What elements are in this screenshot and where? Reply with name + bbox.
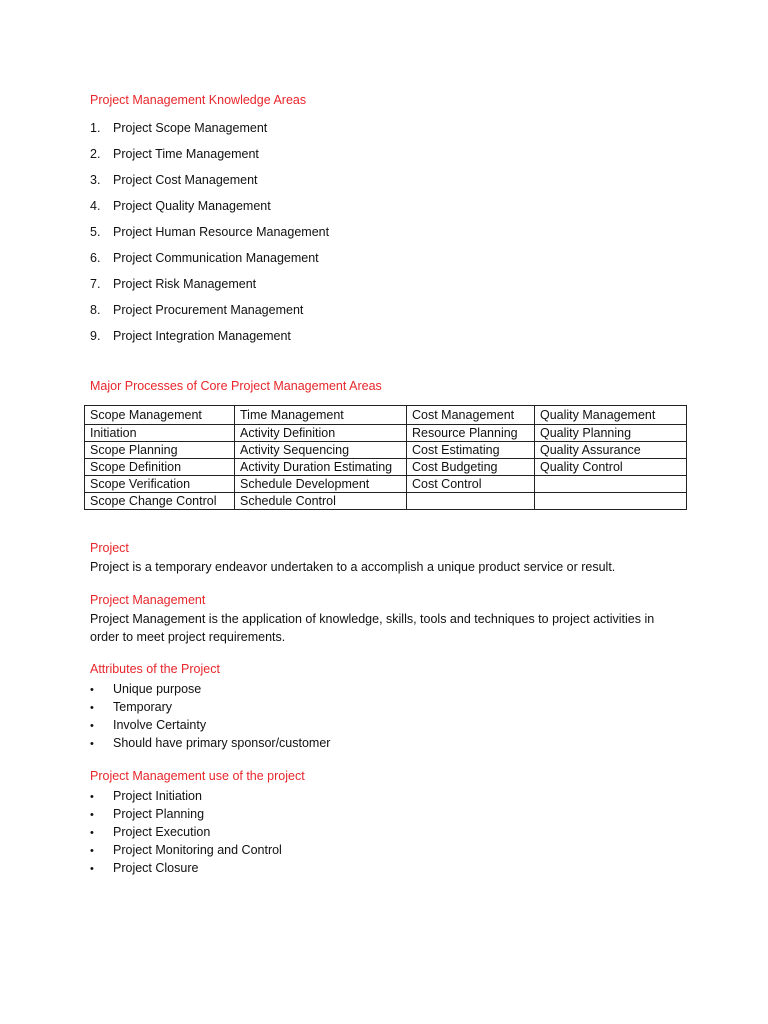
table-row (85, 459, 687, 476)
table-cell: Scope Verification (85, 476, 235, 493)
table-cell: Activity Definition (235, 425, 407, 442)
project-management-definition-line-1: Project Management is the application of knowledge, skills, tools and techniques to project activities in (90, 612, 655, 626)
list-item-label: Project Procurement Management (113, 303, 304, 317)
list-item-number: 9. (90, 329, 101, 343)
table-cell (535, 476, 687, 493)
list-item (90, 328, 329, 354)
list-item (90, 172, 329, 198)
bullet: • (90, 684, 94, 696)
table-cell: Scope Definition (85, 459, 235, 476)
list-item-number: 5. (90, 225, 101, 239)
processes-table (84, 405, 687, 510)
list-item (90, 680, 330, 698)
attributes-list (90, 680, 330, 752)
table-cell (535, 493, 687, 510)
list-item (90, 823, 282, 841)
table-cell: Quality Control (535, 459, 687, 476)
column-header: Quality Management (535, 406, 687, 425)
table-cell: Schedule Control (235, 493, 407, 510)
bullet: • (90, 720, 94, 732)
table-cell: Quality Assurance (535, 442, 687, 459)
table-cell: Scope Change Control (85, 493, 235, 510)
table-row (85, 425, 687, 442)
bullet: • (90, 827, 94, 839)
major-processes-heading: Major Processes of Core Project Management Areas (90, 379, 382, 393)
list-item-label: Project Execution (113, 825, 211, 839)
column-header: Time Management (235, 406, 407, 425)
list-item-label: Project Monitoring and Control (113, 843, 282, 857)
list-item-label: Should have primary sponsor/customer (113, 736, 331, 750)
project-heading: Project (90, 541, 129, 555)
list-item-label: Temporary (113, 700, 173, 714)
list-item (90, 198, 329, 224)
list-item-label: Project Initiation (113, 789, 202, 803)
table-cell: Cost Estimating (407, 442, 535, 459)
table-row (85, 442, 687, 459)
table-cell: Scope Planning (85, 442, 235, 459)
list-item-label: Project Planning (113, 807, 205, 821)
list-item-label: Project Closure (113, 861, 199, 875)
list-item (90, 805, 282, 823)
table-cell: Schedule Development (235, 476, 407, 493)
list-item-label: Project Scope Management (113, 121, 268, 135)
column-header: Cost Management (407, 406, 535, 425)
list-item-label: Project Cost Management (113, 173, 258, 187)
attributes-heading: Attributes of the Project (90, 662, 220, 676)
list-item-label: Project Quality Management (113, 199, 271, 213)
bullet: • (90, 791, 94, 803)
list-item-number: 3. (90, 173, 101, 187)
table-cell: Activity Sequencing (235, 442, 407, 459)
knowledge-areas-heading: Project Management Knowledge Areas (90, 93, 307, 107)
list-item-label: Project Time Management (113, 147, 259, 161)
table-cell (407, 493, 535, 510)
column-header: Scope Management (85, 406, 235, 425)
table-row (85, 493, 687, 510)
table-cell: Resource Planning (407, 425, 535, 442)
list-item-label: Project Risk Management (113, 277, 257, 291)
table-cell: Cost Budgeting (407, 459, 535, 476)
table-cell: Activity Duration Estimating (235, 459, 407, 476)
list-item-label: Project Communication Management (113, 251, 319, 265)
pm-use-heading: Project Management use of the project (90, 769, 305, 783)
list-item-number: 8. (90, 303, 101, 317)
table-row (85, 476, 687, 493)
project-management-definition-line-2: order to meet project requirements. (90, 630, 286, 644)
list-item-label: Project Human Resource Management (113, 225, 330, 239)
bullet: • (90, 738, 94, 750)
list-item (90, 120, 329, 146)
list-item (90, 698, 330, 716)
list-item (90, 302, 329, 328)
list-item (90, 224, 329, 250)
list-item (90, 716, 330, 734)
bullet: • (90, 702, 94, 714)
list-item-number: 1. (90, 121, 101, 135)
list-item (90, 734, 330, 752)
bullet: • (90, 845, 94, 857)
project-definition: Project is a temporary endeavor undertaken to a accomplish a unique product service or result. (90, 560, 616, 574)
table-cell: Cost Control (407, 476, 535, 493)
bullet: • (90, 809, 94, 821)
list-item (90, 859, 282, 877)
list-item (90, 787, 282, 805)
list-item (90, 276, 329, 302)
list-item (90, 146, 329, 172)
list-item-number: 7. (90, 277, 101, 291)
table-cell: Quality Planning (535, 425, 687, 442)
list-item-number: 6. (90, 251, 101, 265)
list-item (90, 841, 282, 859)
knowledge-areas-list (90, 120, 329, 354)
list-item-number: 4. (90, 199, 101, 213)
list-item-number: 2. (90, 147, 101, 161)
pm-use-list (90, 787, 282, 877)
project-management-heading: Project Management (90, 593, 206, 607)
list-item-label: Unique purpose (113, 682, 202, 696)
list-item-label: Project Integration Management (113, 329, 291, 343)
list-item-label: Involve Certainty (113, 718, 207, 732)
list-item (90, 250, 329, 276)
table-cell: Initiation (85, 425, 235, 442)
table-header-row (85, 406, 687, 425)
bullet: • (90, 863, 94, 875)
